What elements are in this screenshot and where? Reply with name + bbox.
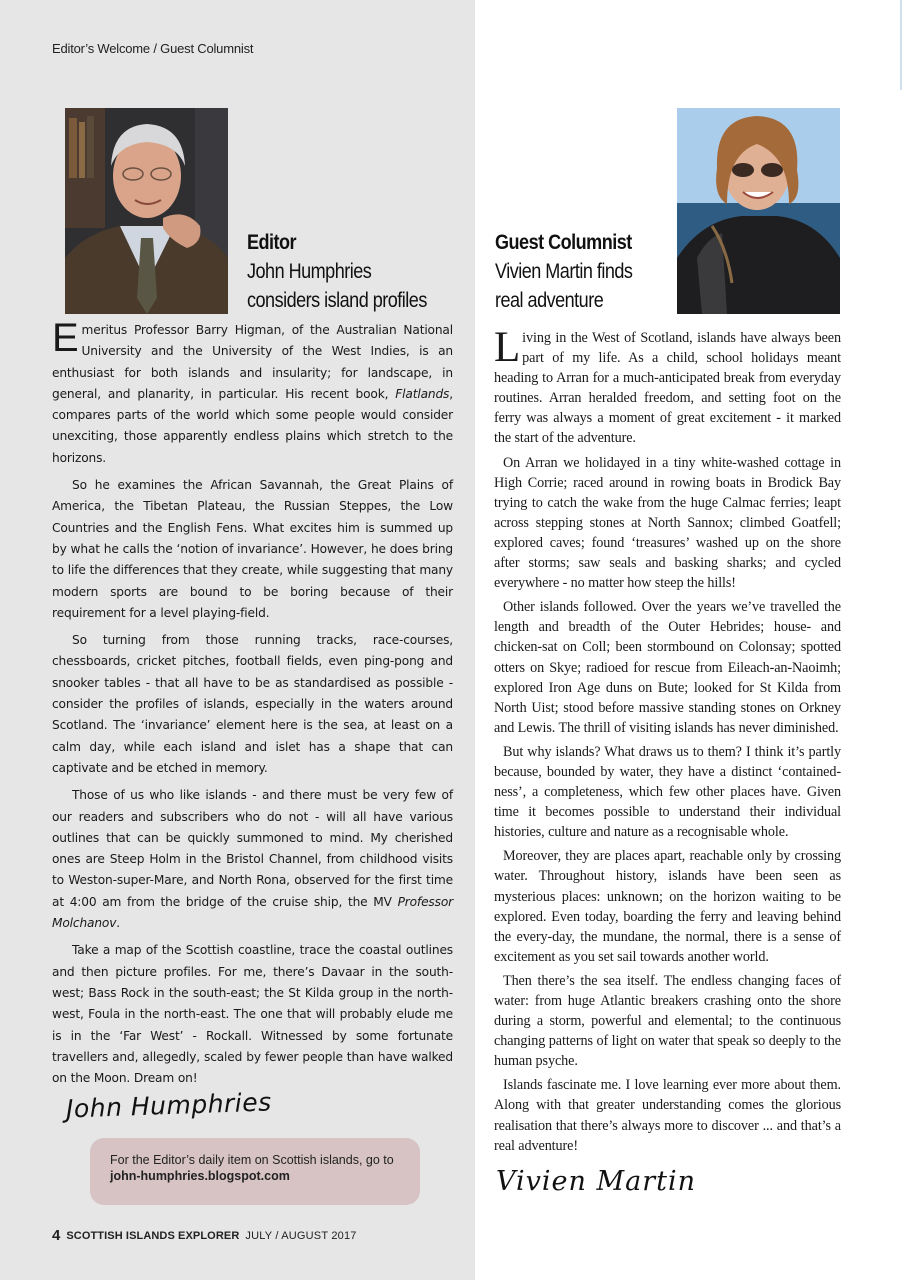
promo-text: For the Editor’s daily item on Scottish islands, go to	[110, 1153, 394, 1167]
editor-paragraph: So he examines the African Savannah, the Great Plains of America, the Tibetan Plateau, the Russian Steppes, the Low Countries and the English Fens. What excites him is summed up by what he calls the ‘notion of invariance’. However, he does bring to life the differences that they create, while suggesting that many modern sports are bound to be boring because of their requirement for a level playing-field.	[52, 478, 453, 620]
guest-paragraph: Islands fascinate me. I love learning ever more about them. Along with that greater understanding comes the glorious realisation that there’s always more to discover ... and that’s a real adventure!	[494, 1077, 841, 1154]
promo-link[interactable]: john-humphries.blogspot.com	[110, 1169, 290, 1183]
editor-paragraph: So turning from those running tracks, race-courses, chessboards, cricket pitches, football fields, even ping-pong and snooker tables - that all have to be as standardised as possible - consider the profiles of islands, especially in the waters around Scotland. The ‘invariance’ element here is the sea, at least on a calm day, while each island and islet has a shape that can captivate and be etched in memory.	[52, 633, 453, 775]
guest-paragraph: Moreover, they are places apart, reachable only by crossing water. Throughout history, islands have been seen as mysterious places: unknown; on the horizon waiting to be explored. Even today, boarding the ferry and leaving behind the every-day, the mundane, the normal, there is a sense of excitement as you set sail towards another world.	[494, 848, 841, 965]
guest-headline-line1: Vivien Martin finds	[495, 260, 633, 283]
book-title: Flatlands	[395, 386, 450, 401]
guest-paragraph: On Arran we holidayed in a tiny white-washed cottage in High Corrie; raced around in rowing boats in Brodick Bay trying to catch the wake from the huge Calmac ferries; leapt across stepping stones at North Sannox; climbed Goatfell; explored caves; found ‘treasures’ washed up on the shore after storms; saw seals and basking sharks; and cycled everywhere - no matter how steep the hills!	[494, 454, 841, 592]
editor-dropcap: E	[52, 316, 79, 360]
guest-signature: Vivien Martin	[496, 1166, 697, 1197]
section-header: Editor’s Welcome / Guest Columnist	[52, 41, 254, 56]
editor-paragraph: Emeritus Professor Barry Higman, of the Australian National University and the University of the West Indies, is an enthusiast for both islands and insularity; for landscape, in general, and planarity, in particular. His recent book, Flatlands, compares parts of the world which some people would consider unexciting, those apparently endless plains which stretch to the horizons.	[52, 316, 453, 465]
guest-heading	[495, 228, 667, 315]
editor-heading	[247, 228, 445, 315]
guest-headline-line2: real adventure	[495, 289, 604, 312]
editor-article-body	[52, 316, 453, 1095]
guest-dropcap: L	[494, 324, 521, 371]
editor-paragraph: Take a map of the Scottish coastline, trace the coastal outlines and then picture profiles. For me, there’s Davaar in the south-west; Bass Rock in the south-east; the St Kilda group in the north-west, Foula in the north-east. The one that will probably elude me is in the ‘Far West’ - Rockall. Witnessed by some fortunate travellers and, allegedly, scaled by fewer people than have walked on the Moon. Dream on!	[52, 943, 453, 1086]
editor-signature: John Humphries	[65, 1087, 273, 1124]
guest-paragraph: Other islands followed. Over the years we’ve travelled the length and breadth of the Outer Hebrides; house- and chicken-sat on Coll; been stormbound on Colonsay; spotted otters on Skye; radioed for rescue from Eileach-an-Naoimh; explored Iron Age duns on Bute; looked for St Kilda from North Uist; stood before massive standing stones on Orkney and Lewis. The thrill of visiting islands has never diminished.	[494, 599, 841, 736]
magazine-name: SCOTTISH ISLANDS EXPLORER	[66, 1230, 240, 1242]
editor-kicker: Editor	[247, 231, 297, 254]
editor-portrait-image	[65, 108, 228, 314]
editor-headline-line2: considers island profiles	[247, 289, 427, 312]
page-number: 4	[52, 1227, 61, 1244]
guest-photo	[677, 108, 840, 314]
editor-headline-line1: John Humphries	[247, 260, 372, 283]
guest-paragraph: But why islands? What draws us to them? I think it’s partly because, bounded by water, they have a distinct ‘contained-ness’, a completeness, which few other places have. Given time it becomes possible to understand their individual histories, culture and nature as a recognisable whole.	[494, 743, 841, 841]
blog-promo-box	[90, 1138, 420, 1205]
editor-photo	[65, 108, 228, 314]
guest-kicker: Guest Columnist	[495, 231, 632, 254]
guest-paragraph: Then there’s the sea itself. The endless changing faces of water: from huge Atlantic breakers crashing onto the shore during a storm, powerful and elemental; to the continuous changing patterns of light on water that speak so deeply to the human psyche.	[494, 972, 841, 1070]
editor-paragraph: Those of us who like islands - and there must be very few of our readers and subscribers who do not - will all have various outlines that can be quickly summoned to mind. My cherished ones are Steep Holm in the Bristol Channel, from childhood visits to Weston-super-Mare, and North Rona, observed for the first time at 4:00 am from the bridge of the cruise ship, the MV Professor Molchanov.	[52, 788, 453, 931]
guest-portrait-image	[677, 108, 840, 314]
page-edge-marker	[900, 0, 902, 90]
issue-date: JULY / AUGUST 2017	[245, 1230, 357, 1242]
ship-name: Professor Molchanov	[52, 894, 453, 931]
guest-paragraph: Living in the West of Scotland, islands have always been part of my life. As a child, school holidays meant heading to Arran for a much-anticipated break from everyday routines. Arran heralded freedom, and setting foot on the ferry was always a moment of great excitement - it marked the start of the adventure.	[494, 324, 841, 447]
guest-article-body	[494, 324, 841, 1160]
page-footer	[52, 1227, 357, 1244]
